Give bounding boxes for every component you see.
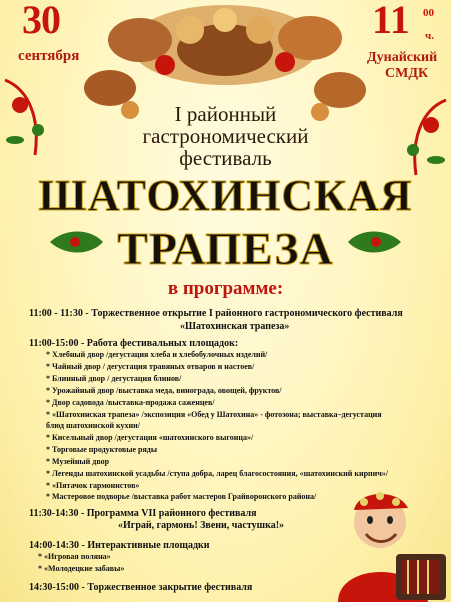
program-time: 11:00-15:00	[29, 338, 79, 349]
program-item: * Двор садовода /выставка-продажа саженцев/	[46, 398, 215, 407]
program-item: * Урожайный двор /выставка меда, винограда, овощей, фруктов/	[46, 386, 282, 395]
program-item: * «Шатохинская трапеза» /экспозиция «Обед у Шатохина» - фотозона; выставка–дегустация	[46, 410, 382, 419]
festival-title-line2: ТРАПЕЗА	[117, 223, 334, 274]
program-time: 14:00-14:30	[29, 540, 79, 551]
program-text: - Работа фестивальных площадок:	[80, 338, 239, 349]
event-time-hour: 11	[372, 0, 410, 42]
program-item: * Музейный двор	[46, 457, 110, 466]
program-item: * Мастеровое подворье /выставка работ мастеров Грайворонского района/	[46, 492, 317, 501]
program-row	[29, 540, 210, 552]
program-item: * «Молодецкие забавы»	[38, 564, 125, 573]
program-row	[29, 582, 252, 594]
program-row	[29, 508, 257, 520]
program-time: 11:30-14:30	[29, 508, 79, 519]
festival-line-2: гастрономический	[142, 124, 309, 148]
program-item: * «Пятачок гармонистов»	[46, 481, 140, 490]
accordion-player-illustration	[318, 482, 451, 602]
program-text: - Торжественное закрытие фестиваля	[81, 582, 253, 593]
program-text: - Интерактивные площадки	[81, 540, 210, 551]
program-item: * Кисельный двор /дегустация «шатохинского выгонца»/	[46, 433, 254, 442]
event-date-day: 30	[22, 0, 60, 42]
program-row-continued: «Играй, гармонь! Звени, частушка!»	[118, 520, 285, 531]
program-time: 11:00 - 11:30	[29, 308, 83, 319]
program-item: * Чайный двор / дегустация травяных отваров и настоев/	[46, 362, 255, 371]
program-row-continued: «Шатохинская трапеза»	[180, 321, 290, 332]
program-time: 14:30-15:00	[29, 582, 79, 593]
festival-line-1: I районный	[174, 102, 277, 126]
program-text: - Программа VII районного фестиваля	[80, 508, 257, 519]
program-text: - Торжественное открытие I районного гастрономического фестиваля	[85, 308, 403, 319]
program-row	[29, 338, 238, 350]
program-item: * Хлебный двор /дегустация хлеба и хлебобулочных изделий/	[46, 350, 268, 359]
program-item: * Легенды шатохинской усадьбы /ступа добра, ларец благосостояния, «шатохинский кирпич»/	[46, 469, 388, 478]
festival-title-line1: ШАТОХИНСКАЯ	[38, 171, 413, 220]
program-heading: в программе:	[167, 278, 284, 299]
event-place-line1: Дунайский	[367, 50, 438, 65]
program-row	[29, 308, 403, 320]
program-item: * «Игровая поляна»	[38, 552, 111, 561]
event-time-unit: ч.	[425, 30, 434, 42]
festival-line-3: фестиваль	[179, 146, 272, 170]
program-item: * Блинный двор / дегустация блинов/	[46, 374, 182, 383]
program-item: * Торговые продуктовые ряды	[46, 445, 158, 454]
event-place-line2: СМДК	[385, 66, 429, 81]
program-item: блюд шатохинской кухни/	[46, 421, 140, 430]
event-date-month: сентября	[18, 48, 80, 64]
event-time-minutes: 00	[423, 7, 434, 19]
